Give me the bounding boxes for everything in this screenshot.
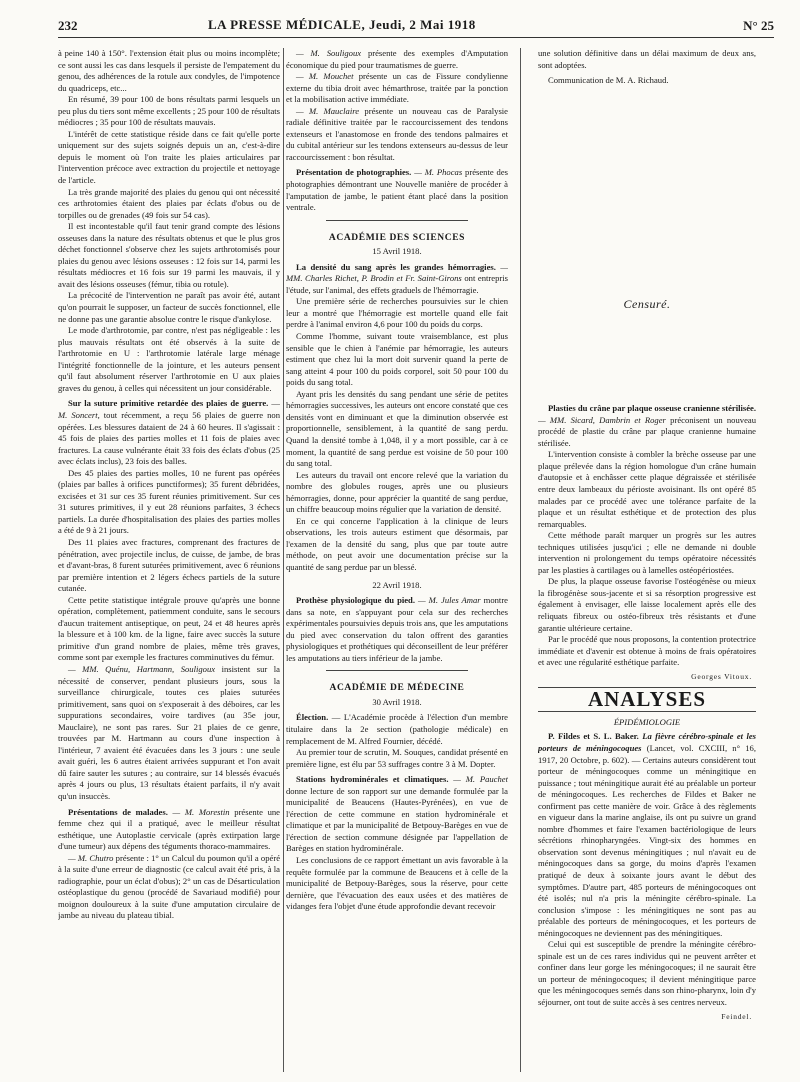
section-rule bbox=[326, 670, 468, 671]
paragraph: Une première série de recherches poursuivies sur le chien leur a montré que l'hémorragie est mortelle quand elle fait perdre à l'animal environ 4,6 pour 100 du poids du corps. bbox=[286, 296, 508, 330]
paragraph: Le mode d'arthrotomie, par contre, n'est pas négligeable : les plus mauvais résultats ont été observés à la suite de l'arthrotomie en U : l'arthrotomie latérale large ménage l'intégrité fonctionnelle de la jointure, et les auteurs pensent qu'il faut absolument réserver l'arthrotomie en U aux plaies graves du genou, à celles qui nécessitent un jour considérable. bbox=[58, 325, 280, 393]
paragraph: Sur la suture primitive retardée des plaies de guerre. — M. Soncert, tout récemment, a reçu 56 plaies de guerre non opérées. Les blessures dataient de 24 à 60 heures. Il s'agissait : 45 fois de plaies des parties molles et 11 fois de plaies avec fractures. La cause vulnérante était 33 fois des éclats d'obus (25 avec éclats inclus), 23 fois des balles. bbox=[58, 398, 280, 467]
author-signature: Georges Vitoux. bbox=[691, 671, 752, 681]
paragraph bbox=[58, 807, 280, 853]
column-divider-right bbox=[520, 48, 521, 1072]
paragraph bbox=[538, 731, 756, 939]
page-number: 232 bbox=[58, 18, 78, 33]
article-author: — M. Pauchet bbox=[453, 774, 508, 785]
session-date: 22 Avril 1918. bbox=[372, 579, 422, 590]
paragraph bbox=[286, 774, 508, 855]
paragraph-text: présente un cas de Fissure condylienne externe du tibia droit avec hémarthrose, traitée par la ponction et la mobilisation active immédiate. bbox=[286, 71, 508, 105]
section-heading: ACADÉMIE DES SCIENCES bbox=[328, 232, 466, 243]
session-date: 30 Avril 1918. bbox=[372, 696, 422, 707]
header-rule bbox=[58, 37, 774, 38]
article-title: La densité du sang après les grandes hémorragies. bbox=[296, 261, 496, 272]
paragraph-text: — Certains auteurs considèrent tout porteur de méningocoques comme un méningitique en puissance ; tout méningitique aurait été au préalable un porteur de méningocoques. Les recherches de Fildes et Baker ne confirment pas cette manière de voir. Grâce à des règlements en vigueur dans la marine anglaise, ils ont pu suivre un grand nombre d'hommes et faire l'examen bactériologique de leurs sécrétions rhinopharyngées. Vingt-six des hommes en observation sont devenus méningitiques ; nul n'avait eu de méningocoques dans sa gorge, du moins d'après l'examen pratiqué de deux à soixante jours avant le début des symptômes. D'autre part, 485 porteurs de méningocoques ont été isolés; nul n'a pris la méningite cérébro-spinale. La conclusion s'impose : les méningitiques ne sont pas au préalable des porteurs de méningocoques, et les porteurs de méningocoques ne deviennent pas des méningitiques. bbox=[538, 754, 756, 938]
paragraph: L'intervention consiste à combler la brèche osseuse par une plaque prélevée dans la région homologue d'un crâne humain d'autopsie et à enchâsser cette plaque dégraissée et stérilisée entre deux lambeaux du périoste avoisinant. Ils ont opéré 85 malades par ce procédé avec une tolérance parfaite de la plaque et un résultat esthétique et de protection des plus remarquables. bbox=[538, 449, 756, 529]
paragraph: Par le procédé que nous proposons, la contention protectrice immédiate et d'avenir est obtenue à moins de frais opératoires et avec une régularité esthétique parfaite. bbox=[538, 634, 756, 668]
article-author: — M. Chutro bbox=[68, 852, 114, 863]
article-author: — M. Jules Amar bbox=[418, 595, 481, 606]
paragraph-text: insistent sur la nécessité de conserver, pendant plusieurs jours, sous la surveillance chirurgicale, toutes ces plaies suturées primitivement, sans quoi on s'exposerait à des déboires, car les suppurations secondaires, voire tardives (au 35e jour, Mauclaire), ne sont pas rares. Sur 21 plaies de ce genre, trouvées par M. Hartmann au cours d'une inspection à l'intérieur, 7 avaient été évacuées dans les 3 jours : une seule avait guéri, les 6 autres étaient arrivées suppurant et l'on avait dû faire sauter les sutures ; au contraire, sur 14 blessés évacués après 4 jours ou plus, 13 résultats étaient parfaits, il n'y avait qu'un insuccès. bbox=[58, 663, 280, 801]
article-author: M. Soncert, bbox=[58, 409, 100, 420]
paragraph: La précocité de l'intervention ne paraît pas avoir été, autant qu'on pourrait le supposer, un facteur de succès fonctionnel, elle ne donne pas une garantie absolue contre le risque d'ankylose. bbox=[58, 290, 280, 324]
page-header bbox=[58, 14, 774, 38]
paragraph-text: — L'Académie procède à l'élection d'un membre titulaire dans la 2e section (pathologie médicale) en remplacement de M. Alfred Fournier, décédé. bbox=[286, 712, 508, 746]
paragraph-text: ont entrepris l'étude, sur l'animal, des effets graduels de l'hémorragie. bbox=[286, 273, 508, 295]
author-signature: Feindel. bbox=[721, 1011, 752, 1021]
article-title: Présentation de photographies. bbox=[296, 167, 412, 178]
article-authors: P. Fildes et S. L. Baker. bbox=[548, 731, 639, 742]
article-title: Présentations de malades. bbox=[68, 806, 168, 817]
paragraph: Des 45 plaies des parties molles, 10 ne furent pas opérées (plaies par balles à orifices punctiformes); 35 furent débridées, excisées et 31 sur ces 35 furent réunies primitivement. Sur ces 31 sutures primitives, il y eut 28 réunions parfaites, 3 échecs partiels. La durée d'hospitalisation des plaies des parties molles a été de 9 à 21 jours. bbox=[58, 467, 280, 536]
article-title: Stations hydrominérales et climatiques. bbox=[296, 774, 449, 785]
analyses-heading: ANALYSES bbox=[587, 687, 707, 712]
paragraph: Les auteurs du travail ont encore relevé que la variation du nombre des globules rouges, après une ou plusieurs hémorragies, donne, pour apprécier la quantité de sang perdue, un chiffre beaucoup moins régulier que la variation de densité. bbox=[286, 469, 508, 515]
article-title: Plasties du crâne par plaque osseuse cranienne stérilisée. bbox=[548, 403, 756, 414]
paragraph bbox=[538, 403, 756, 449]
section-heading: ACADÉMIE DE MÉDECINE bbox=[329, 683, 465, 694]
paragraph bbox=[286, 167, 508, 213]
paragraph-text: présente une femme chez qui il a pratiqué, avec le meilleur résultat esthétique, une Autoplastie cervicale (après extirpation large d'une tumeur) aux dépens des téguments thoraco-mammaires. bbox=[58, 806, 280, 852]
article-author: — M. Mouchet bbox=[296, 71, 354, 82]
article-author: — M. Mauclaire bbox=[296, 105, 360, 116]
paragraph bbox=[286, 262, 508, 297]
article-author: — M. Morestin bbox=[172, 806, 230, 817]
paragraph bbox=[58, 664, 280, 803]
paragraph: Cette petite statistique intégrale prouve qu'après une bonne opération, complètement, patiemment conduite, sans le secours d'aucun traitement antiseptique, on peut, 24 et 48 heures après la blessure et à 100 km. de la ligne, faire avec succès la suture primitive d'un grand nombre de plaies, même très graves, comme sont par exemple les fractures comminutives du fémur. bbox=[58, 594, 280, 663]
paragraph-text: préconisent un nouveau procédé de plastie du crâne par plaque cranienne humaine stérilisée. bbox=[538, 414, 756, 448]
paragraph: Il est incontestable qu'il faut tenir grand compte des lésions osseuses dans la nature des résultats obtenus et que le plus gros déchet fonctionnel s'observe chez les sujets arthrotomisés pour plaies du genou avec lésions osseuses : 12 fois sur 14, parmi les résultats médiocres et 16 fois sur 19 parmi les mauvais, il y avait des lésions osseuses (fémur, tibia ou rotule). bbox=[58, 221, 280, 289]
paragraph-text: montre dans sa note, en s'appuyant pour cela sur des recherches expérimentales poursuivies depuis trois ans, que les amputations du pied avec conservation du talon offrent des garanties physiologiques et prothétiques qui déconseillent de leur préférer les amputations au tiers inférieur de la jambe. bbox=[286, 595, 508, 663]
paragraph: Comme l'homme, suivant toute vraisemblance, est plus sensible que le chien à l'anémie par hémorragie, les auteurs estiment que chez lui la mort doit survenir quand la perte de sang atteint 4 pour 100 du poids corporel, soit 50 pour 100 du poids du sang total. bbox=[286, 331, 508, 388]
issue-number: N° 25 bbox=[743, 18, 774, 33]
subsection-heading: ÉPIDÉMIOLOGIE bbox=[613, 716, 681, 727]
censored-notice: Censuré. bbox=[623, 296, 671, 311]
paragraph bbox=[286, 71, 508, 106]
paragraph: En ce qui concerne l'application à la clinique de leurs observations, les trois auteurs estiment que désormais, par l'examen de la densité du sang, plus que par toute autre méthode, on peut avoir une documentation précise sur la quantité de sang perdue par un blessé. bbox=[286, 515, 508, 572]
paragraph bbox=[286, 106, 508, 164]
column-right bbox=[538, 48, 756, 1072]
paragraph: En résumé, 39 pour 100 de bons résultats parmi lesquels un peu plus du tiers sont même excellents ; 25 pour 100 de résultats médiocres ; 35 pour 100 de résultats mauvais. bbox=[58, 94, 280, 128]
paragraph bbox=[286, 712, 508, 747]
column-middle bbox=[286, 48, 508, 1072]
article-author: — M. Souligoux bbox=[296, 48, 362, 58]
article-title: Prothèse physiologique du pied. bbox=[296, 595, 415, 606]
column-left bbox=[58, 48, 280, 1072]
paragraph-text: présente un nouveau cas de Paralysie radiale définitive traitée par le raccourcissement des tendons extenseurs et l'anastomose en fronde des tendons palmaires et du cubital antérieur sur les tendons extenseurs au-dessus de leur raccourcissement : bon résultat. bbox=[286, 105, 508, 162]
journal-title: LA PRESSE MÉDICALE, Jeudi, 2 Mai 1918 bbox=[208, 17, 476, 32]
paragraph: De plus, la plaque osseuse favorise l'ostéogénèse ou mieux la fibrogénèse sous-jacente et si sa résorption progressive est également à envisager, elle laisse localement après elle des reliquats fibreux ou ostéo-fibreux très résistants et d'une garantie ultérieure certaine. bbox=[538, 576, 756, 633]
paragraph: Des 11 plaies avec fractures, comprenant des fractures de pénétration, avec projectile inclus, de cuisse, de jambe, de bras et d'avant-bras, 8 furent suturées primitivement, avec 6 réunions par première intention et 2 légers échecs partiels de la suture cutanée. bbox=[58, 536, 280, 594]
article-author: — MM. Sicard, Dambrin et Roger bbox=[538, 414, 666, 425]
section-rule bbox=[538, 711, 756, 712]
paragraph-text: présente : 1° un Calcul du poumon qu'il a opéré à la suite d'une erreur de diagnostic (ce calcul avait été pris, à la radiographie, pour un éclat d'obus); 2° un cas de Désarticulation ostéoplastique du genou (procédé de Savariaud modifié) pour moignon douloureux à la suite d'une amputation circulaire de jambe au niveau du plateau tibial. bbox=[58, 852, 280, 921]
paragraph: à peine 140 à 150°. l'extension était plus ou moins incomplète; ce sont aussi les cas dans lesquels il persiste de l'empatement du genou, des adhérences de la rotule aux condyles, de l'impotence du quadriceps, etc... bbox=[58, 48, 280, 93]
paragraph bbox=[286, 595, 508, 664]
article-author: — M. Phocas bbox=[414, 167, 463, 178]
article-title: Sur la suture primitive retardée des plaies de guerre. bbox=[68, 398, 269, 409]
paragraph: Communication de M. A. Richaud. bbox=[548, 75, 669, 86]
section-rule bbox=[326, 220, 468, 221]
paragraph-text: donne lecture de son rapport sur une demande formulée par la municipalité de Beaucens (Hautes-Pyrénées), en vue de l'érection de cette commune en station hydrominérale et climatique et par la municipalité de Betpouy-Barèges en vue de l'érection de section commune désignée par l'appellation de Barèges en station hydrominérale. bbox=[286, 785, 508, 854]
paragraph: Celui qui est susceptible de prendre la méningite cérébro-spinale est un de ces rares individus qui ne peuvent arrêter et confiner dans leur gorge les méningocoques; il ne saurait être un porteur de méningocoques; il devient méningitique parce que les méningocoques semés dans son rhino-pharynx, loin d'y séjourner, ont tout de suite accès à ses centres nerveux. bbox=[538, 939, 756, 1007]
paragraph-text: présente des exemples d'Amputation économique du pied pour traumatismes de guerre. bbox=[286, 48, 508, 70]
session-date: 15 Avril 1918. bbox=[372, 246, 422, 257]
article-title: Élection. bbox=[296, 712, 329, 723]
paragraph-text: présente des photographies démontrant une Nouvelle manière de procéder à l'amputation de jambe, le patient étant placé dans la position ventrale. bbox=[286, 167, 508, 213]
article-author: — MM. Charles Richet, P. Brodin et Fr. Saint-Girons bbox=[286, 261, 508, 284]
paragraph: Ayant pris les densités du sang pendant une série de petites hémorragies successives, les auteurs ont encore constaté que ces densités vont en diminuant et que la diminution observée est proportionnelle, sensiblement, à la quantité de sang perdu. Quand la densité tombe à 1,048, il y a mort possible, car à ce moment, la quantité de sang perdue est voisine de 50 pour 100 du sang total. bbox=[286, 388, 508, 469]
paragraph: Les conclusions de ce rapport émettant un avis favorable à la requête formulée par la commune de Beaucens et à celle de la municipalité de Betpouy-Barèges, sous la réserve, pour cette dernière, que l'évacuation des eaux usées et des matières de vidanges fera l'objet d'une étude approfondie devant recevoir bbox=[286, 855, 508, 912]
paragraph bbox=[58, 853, 280, 922]
paragraph bbox=[286, 48, 508, 71]
article-author: — MM. Quénu, Hartmann, Souligoux bbox=[68, 663, 216, 674]
column-divider-left bbox=[283, 48, 284, 1072]
paragraph: une solution définitive dans un délai maximum de deux ans, sont adoptées. bbox=[538, 48, 756, 70]
paragraph: Cette méthode paraît marquer un progrès sur les autres techniques utilisées jusqu'ici ; elle ne demande ni double intervention ni prolongement du temps opératoire nécessités par les plasties à cartilages ou à lamelles ostéopériostées. bbox=[538, 530, 756, 575]
article-title: La fièvre cérébro-spinale et les porteurs de méningocoques bbox=[538, 731, 756, 753]
paragraph: L'intérêt de cette statistique réside dans ce fait qu'elle porte uniquement sur des sujets soignés depuis un an, c'est-à-dire depuis le moment où l'on traite les plaies articulaires par l'intervention précoce avec extraction du projectile et nettoyage de l'article. bbox=[58, 128, 280, 186]
paragraph: Au premier tour de scrutin, M. Souques, candidat présenté en première ligne, est élu par 53 suffrages contre 3 à M. Dopter. bbox=[286, 747, 508, 769]
paragraph-text: tout récemment, a reçu 56 plaies de guerre non opérées. Les blessures dataient de 24 à 60 heures. Il s'agissait : 45 fois de plaies des parties molles et 11 fois de plaies avec fractures. La cause vulnérante était 33 fois des éclats d'obus (25 avec éclats inclus), 23 fois des balles. bbox=[58, 409, 280, 467]
article-reference: (Lancet, vol. CXCIII, n° 16, 1917, 20 Octobre, p. 602). bbox=[538, 742, 756, 765]
paragraph: La très grande majorité des plaies du genou qui ont nécessité ces arthrotomies étaient des plaies par éclats d'obus ou de torpilles ou de grenades (49 fois sur 54 cas). bbox=[58, 186, 280, 220]
